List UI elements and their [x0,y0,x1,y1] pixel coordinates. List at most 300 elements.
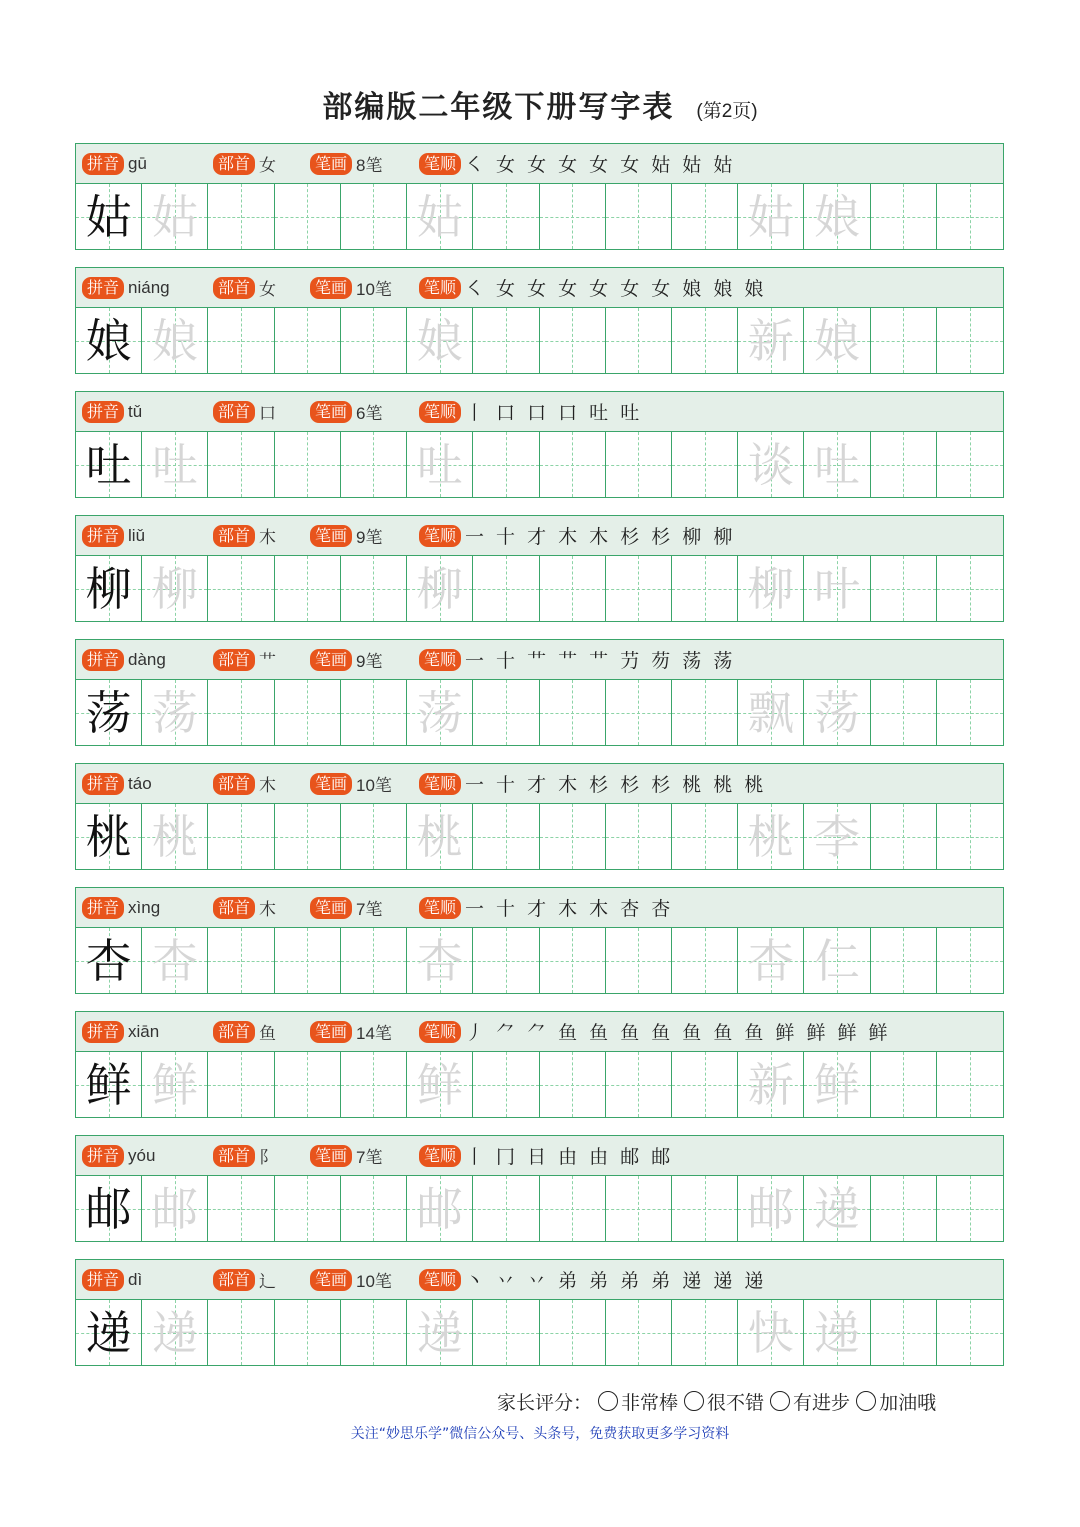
stroke-count-field [310,516,382,555]
grid-cell[interactable] [672,1176,738,1241]
grid-cell[interactable] [937,804,1003,869]
grid-cell[interactable] [275,680,341,745]
char-block [75,267,1004,374]
trace-char: 杏 [416,933,463,988]
radical-badge: 部首 [213,153,255,175]
grid-cell[interactable] [473,1300,539,1365]
grid-cell[interactable] [275,556,341,621]
grid-cell[interactable] [76,1300,142,1365]
word-trace-char: 柳 [747,561,794,616]
grid-cell[interactable] [606,1176,672,1241]
radical-value: 艹 [259,652,277,671]
grid-cell[interactable] [606,680,672,745]
stroke-count-field [310,888,382,927]
stroke-count-field [310,640,382,679]
grid-cell[interactable] [473,308,539,373]
grid-cell[interactable] [804,1052,870,1117]
grid-cell[interactable] [606,184,672,249]
grid-cell[interactable] [672,804,738,869]
grid-cell[interactable] [341,928,407,993]
radical-badge: 部首 [213,897,255,919]
char-info-bar [76,1012,1003,1052]
grid-cell[interactable] [76,432,142,497]
trace-char: 邮 [151,1181,198,1236]
grid-cell[interactable] [672,556,738,621]
grid-cell[interactable] [540,928,606,993]
char-block [75,639,1004,746]
grid-cell[interactable] [540,184,606,249]
grid-cell[interactable] [142,432,208,497]
pinyin-badge: 拼音 [82,1021,124,1043]
grid-cell[interactable] [275,1052,341,1117]
radical-field [213,516,276,555]
grid-cell[interactable] [540,804,606,869]
rating-option-1: 非常棒 [621,1392,679,1414]
grid-cell[interactable] [871,308,937,373]
page-title: 部编版二年级下册写字表 [322,90,675,125]
rating-radio-1[interactable] [598,1391,618,1411]
pinyin-badge: 拼音 [82,401,124,423]
char-block [75,887,1004,994]
stroke-count-field [310,764,392,803]
stroke-order-value: 一 十 才 木 木 杏 杏 [465,898,674,920]
grid-cell[interactable] [407,308,473,373]
pinyin-value: tǔ [128,401,143,421]
trace-char: 荡 [151,685,198,740]
grid-cell[interactable] [341,184,407,249]
char-info-bar [76,268,1003,308]
stroke-count-badge: 笔画 [310,1145,352,1167]
word-trace-char: 快 [747,1305,794,1360]
grid-cell[interactable] [473,184,539,249]
grid-cell[interactable] [606,432,672,497]
grid-cell[interactable] [871,1176,937,1241]
writing-grid [76,184,1003,249]
char-info-bar [76,1136,1003,1176]
grid-cell[interactable] [208,1176,274,1241]
char-info-bar [76,516,1003,556]
grid-cell[interactable] [738,680,804,745]
writing-grid [76,928,1003,993]
writing-grid [76,804,1003,869]
grid-cell[interactable] [208,184,274,249]
grid-cell[interactable] [275,928,341,993]
stroke-order-value: 一 十 才 木 木 杉 杉 柳 柳 [465,526,736,548]
grid-cell[interactable] [208,1300,274,1365]
grid-cell[interactable] [473,432,539,497]
stroke-order-value: ㇛ 女 女 女 女 女 姑 姑 姑 [465,154,736,176]
radical-badge: 部首 [213,1021,255,1043]
radical-value: 木 [259,528,277,547]
radical-field [213,1136,276,1175]
word-trace-char: 谈 [747,437,794,492]
pinyin-field [82,1260,142,1299]
grid-cell[interactable] [606,556,672,621]
grid-cell[interactable] [142,184,208,249]
stroke-count-badge: 笔画 [310,1021,352,1043]
grid-cell[interactable] [473,556,539,621]
grid-cell[interactable] [871,804,937,869]
stroke-count-value: 10笔 [356,280,392,299]
radical-value: 木 [259,776,277,795]
rating-radio-4[interactable] [856,1391,876,1411]
model-char: 荡 [85,685,132,740]
stroke-order-value: 一 十 艹 艹 艹 芀 芴 荡 荡 [465,650,736,672]
pinyin-badge: 拼音 [82,525,124,547]
stroke-order-field [419,640,735,679]
grid-cell[interactable] [937,556,1003,621]
grid-cell[interactable] [341,1052,407,1117]
grid-cell[interactable] [540,556,606,621]
grid-cell[interactable] [341,432,407,497]
grid-cell[interactable] [407,804,473,869]
model-char: 吐 [85,437,132,492]
word-trace-char: 叶 [814,561,861,616]
grid-cell[interactable] [275,1300,341,1365]
model-char: 邮 [85,1181,132,1236]
stroke-order-field [419,392,642,431]
grid-cell[interactable] [871,1300,937,1365]
grid-cell[interactable] [871,680,937,745]
grid-cell[interactable] [937,928,1003,993]
stroke-order-value: 一 十 才 木 杉 杉 杉 桃 桃 桃 [465,774,767,796]
writing-grid [76,308,1003,373]
word-trace-char: 桃 [747,809,794,864]
grid-cell[interactable] [937,1300,1003,1365]
radical-field [213,268,276,307]
trace-char: 娘 [416,313,463,368]
grid-cell[interactable] [208,308,274,373]
word-trace-char: 递 [814,1181,861,1236]
grid-cell[interactable] [341,556,407,621]
stroke-count-value: 9笔 [356,528,383,547]
radical-badge: 部首 [213,1145,255,1167]
grid-cell[interactable] [871,928,937,993]
stroke-order-badge: 笔顺 [419,1269,461,1291]
grid-cell[interactable] [738,1176,804,1241]
stroke-count-badge: 笔画 [310,897,352,919]
grid-cell[interactable] [804,308,870,373]
grid-cell[interactable] [738,308,804,373]
grid-cell[interactable] [937,1052,1003,1117]
grid-cell[interactable] [407,184,473,249]
grid-cell[interactable] [208,804,274,869]
stroke-order-field [419,1012,891,1051]
pinyin-badge: 拼音 [82,773,124,795]
grid-cell[interactable] [142,308,208,373]
char-block [75,763,1004,870]
grid-cell[interactable] [937,308,1003,373]
grid-cell[interactable] [738,556,804,621]
pinyin-value: xìng [128,897,161,917]
pinyin-value: liǔ [128,525,146,545]
grid-cell[interactable] [407,556,473,621]
grid-cell[interactable] [871,184,937,249]
word-trace-char: 荡 [814,685,861,740]
stroke-count-badge: 笔画 [310,153,352,175]
stroke-count-field [310,268,392,307]
stroke-order-field [419,1260,766,1299]
grid-cell[interactable] [142,1176,208,1241]
stroke-count-value: 6笔 [356,404,383,423]
grid-cell[interactable] [473,804,539,869]
grid-cell[interactable] [208,556,274,621]
trace-char: 递 [151,1305,198,1360]
char-block [75,391,1004,498]
radical-value: 女 [259,280,277,299]
trace-char: 杏 [151,933,198,988]
radical-badge: 部首 [213,1269,255,1291]
word-trace-char: 娘 [814,313,861,368]
grid-cell[interactable] [142,1052,208,1117]
grid-cell[interactable] [473,928,539,993]
pinyin-badge: 拼音 [82,1269,124,1291]
grid-cell[interactable] [672,1300,738,1365]
radical-value: 阝 [259,1148,277,1167]
grid-cell[interactable] [142,680,208,745]
grid-cell[interactable] [738,432,804,497]
char-block [75,515,1004,622]
grid-cell[interactable] [208,432,274,497]
radical-badge: 部首 [213,277,255,299]
word-trace-char: 娘 [814,189,861,244]
stroke-count-badge: 笔画 [310,401,352,423]
grid-cell[interactable] [937,184,1003,249]
grid-cell[interactable] [804,680,870,745]
pinyin-field [82,764,152,803]
char-info-bar [76,1260,1003,1300]
stroke-order-badge: 笔顺 [419,1145,461,1167]
grid-cell[interactable] [275,1176,341,1241]
grid-cell[interactable] [142,928,208,993]
grid-cell[interactable] [142,1300,208,1365]
grid-cell[interactable] [540,1176,606,1241]
pinyin-field [82,888,160,927]
stroke-count-value: 7笔 [356,1148,383,1167]
stroke-count-value: 10笔 [356,776,392,795]
radical-field [213,1260,276,1299]
stroke-order-badge: 笔顺 [419,773,461,795]
writing-grid [76,432,1003,497]
word-trace-char: 杏 [747,933,794,988]
model-char: 姑 [85,189,132,244]
grid-cell[interactable] [738,804,804,869]
grid-cell[interactable] [672,928,738,993]
stroke-count-value: 10笔 [356,1272,392,1291]
trace-char: 柳 [151,561,198,616]
radical-field [213,640,276,679]
stroke-count-value: 9笔 [356,652,383,671]
grid-cell[interactable] [804,928,870,993]
grid-cell[interactable] [76,804,142,869]
model-char: 桃 [85,809,132,864]
grid-cell[interactable] [341,1176,407,1241]
word-trace-char: 李 [814,809,861,864]
grid-cell[interactable] [76,928,142,993]
title-bar [0,82,1080,126]
trace-char: 荡 [416,685,463,740]
grid-cell[interactable] [76,556,142,621]
grid-cell[interactable] [76,1176,142,1241]
grid-cell[interactable] [804,1176,870,1241]
grid-cell[interactable] [275,432,341,497]
char-info-bar [76,888,1003,928]
grid-cell[interactable] [407,680,473,745]
grid-cell[interactable] [208,680,274,745]
grid-cell[interactable] [208,928,274,993]
grid-cell[interactable] [142,556,208,621]
word-trace-char: 姑 [747,189,794,244]
stroke-order-value: ㇛ 女 女 女 女 女 女 娘 娘 娘 [465,278,767,300]
grid-cell[interactable] [540,432,606,497]
model-char: 娘 [85,313,132,368]
stroke-count-field [310,1136,382,1175]
grid-cell[interactable] [540,308,606,373]
pinyin-badge: 拼音 [82,153,124,175]
grid-cell[interactable] [540,680,606,745]
grid-cell[interactable] [341,308,407,373]
word-trace-char: 新 [747,1057,794,1112]
pinyin-field [82,516,145,555]
stroke-order-value: 丨 口 口 口 吐 吐 [465,402,643,424]
stroke-order-badge: 笔顺 [419,401,461,423]
radical-field [213,392,276,431]
stroke-count-badge: 笔画 [310,1269,352,1291]
stroke-count-field [310,144,382,183]
grid-cell[interactable] [606,308,672,373]
grid-cell[interactable] [871,1052,937,1117]
grid-cell[interactable] [606,804,672,869]
stroke-order-field [419,764,766,803]
grid-cell[interactable] [871,556,937,621]
model-char: 柳 [85,561,132,616]
grid-cell[interactable] [672,308,738,373]
grid-cell[interactable] [738,1052,804,1117]
grid-cell[interactable] [76,680,142,745]
word-trace-char: 鲜 [814,1057,861,1112]
rating-radio-2[interactable] [684,1391,704,1411]
rating-option-4: 加油哦 [879,1392,937,1414]
grid-cell[interactable] [473,1176,539,1241]
word-trace-char: 递 [814,1305,861,1360]
grid-cell[interactable] [407,1176,473,1241]
rating-label: 家长评分： [497,1392,593,1414]
grid-cell[interactable] [672,184,738,249]
pinyin-value: táo [128,773,152,793]
stroke-order-field [419,516,735,555]
stroke-order-badge: 笔顺 [419,277,461,299]
grid-cell[interactable] [473,680,539,745]
grid-cell[interactable] [738,928,804,993]
grid-cell[interactable] [407,1052,473,1117]
radical-field [213,144,276,183]
grid-cell[interactable] [606,1300,672,1365]
grid-cell[interactable] [804,432,870,497]
trace-char: 柳 [416,561,463,616]
pinyin-value: niáng [128,277,170,297]
radical-badge: 部首 [213,649,255,671]
footer-note: 关注“妙思乐学”微信公众号、头条号，免费获取更多学习资料 [350,1426,730,1442]
grid-cell[interactable] [672,680,738,745]
grid-cell[interactable] [275,804,341,869]
grid-cell[interactable] [937,432,1003,497]
stroke-count-field [310,1260,392,1299]
char-block [75,1135,1004,1242]
grid-cell[interactable] [738,184,804,249]
rating-radio-3[interactable] [770,1391,790,1411]
trace-char: 桃 [151,809,198,864]
pinyin-field [82,268,170,307]
grid-cell[interactable] [937,680,1003,745]
grid-cell[interactable] [606,1052,672,1117]
grid-cell[interactable] [407,1300,473,1365]
grid-cell[interactable] [804,804,870,869]
pinyin-field [82,144,147,183]
grid-cell[interactable] [275,184,341,249]
grid-cell[interactable] [341,680,407,745]
trace-char: 姑 [151,189,198,244]
grid-cell[interactable] [540,1300,606,1365]
stroke-count-badge: 笔画 [310,649,352,671]
grid-cell[interactable] [407,432,473,497]
grid-cell[interactable] [341,804,407,869]
char-info-bar [76,764,1003,804]
grid-cell[interactable] [738,1300,804,1365]
grid-cell[interactable] [208,1052,274,1117]
model-char: 鲜 [85,1057,132,1112]
writing-grid [76,680,1003,745]
grid-cell[interactable] [76,184,142,249]
grid-cell[interactable] [804,556,870,621]
pinyin-value: gū [128,153,147,173]
radical-badge: 部首 [213,401,255,423]
pinyin-badge: 拼音 [82,1145,124,1167]
trace-char: 鲜 [416,1057,463,1112]
char-info-bar [76,392,1003,432]
trace-char: 姑 [416,189,463,244]
grid-cell[interactable] [76,308,142,373]
grid-cell[interactable] [540,1052,606,1117]
trace-char: 桃 [416,809,463,864]
trace-char: 递 [416,1305,463,1360]
grid-cell[interactable] [804,1300,870,1365]
radical-value: 木 [259,900,277,919]
grid-cell[interactable] [937,1176,1003,1241]
grid-cell[interactable] [606,928,672,993]
stroke-count-field [310,392,382,431]
grid-cell[interactable] [672,1052,738,1117]
grid-cell[interactable] [407,928,473,993]
grid-cell[interactable] [275,308,341,373]
stroke-count-value: 14笔 [356,1024,392,1043]
grid-cell[interactable] [76,1052,142,1117]
radical-badge: 部首 [213,525,255,547]
rating-option-2: 很不错 [707,1392,765,1414]
grid-cell[interactable] [871,432,937,497]
writing-grid [76,1052,1003,1117]
word-trace-char: 吐 [814,437,861,492]
grid-cell[interactable] [473,1052,539,1117]
grid-cell[interactable] [341,1300,407,1365]
grid-cell[interactable] [804,184,870,249]
char-info-bar [76,144,1003,184]
word-trace-char: 邮 [747,1181,794,1236]
stroke-order-badge: 笔顺 [419,649,461,671]
grid-cell[interactable] [672,432,738,497]
stroke-order-badge: 笔顺 [419,153,461,175]
trace-char: 吐 [151,437,198,492]
grid-cell[interactable] [142,804,208,869]
